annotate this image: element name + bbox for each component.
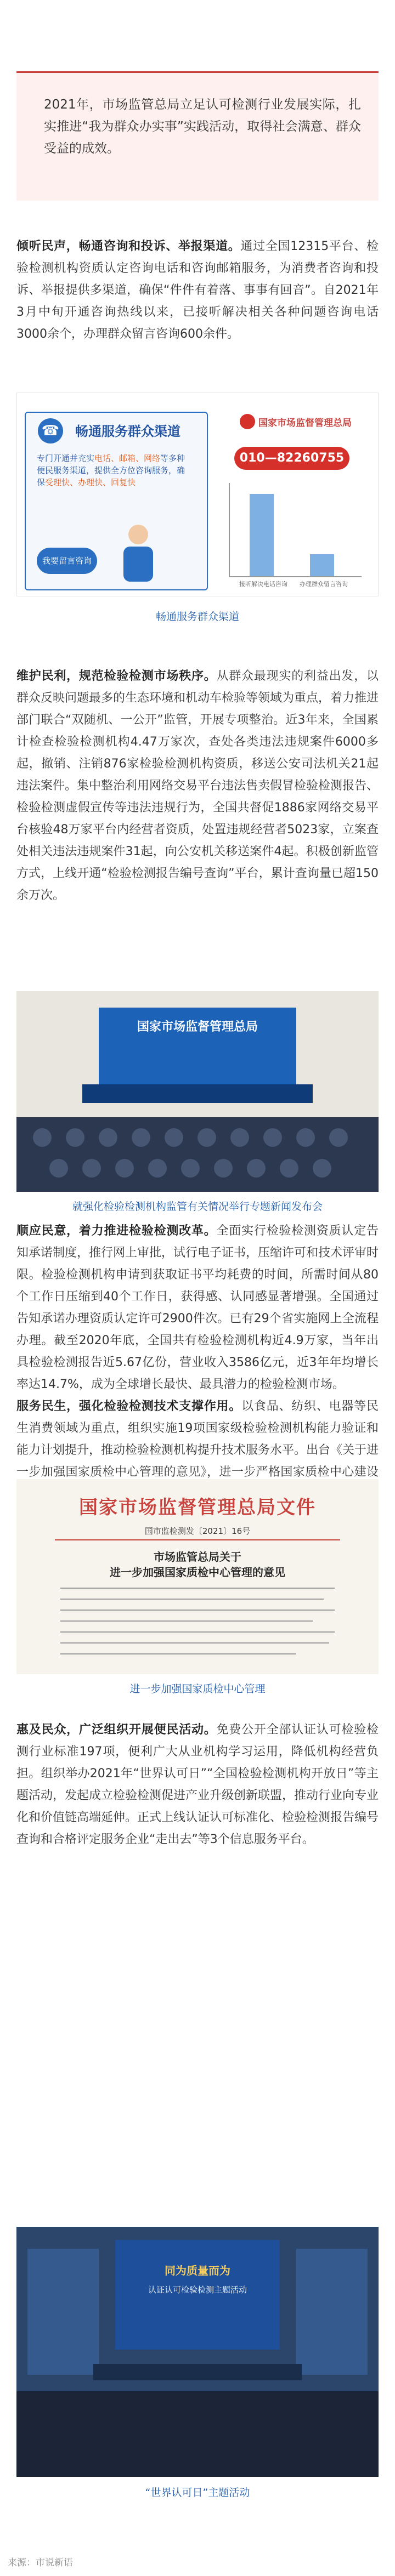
doc-number: 国市监检测发〔2021〕16号 (144, 1526, 251, 1536)
wad-caption: “世界认可日”主题活动 (145, 2487, 250, 2499)
section-4-lead: 服务民生，强化检验检测技术支撑作用。 (16, 1400, 242, 1413)
bar-label-calls: 接听解决电话咨询 (239, 581, 287, 588)
section-5-lead: 惠及民众，广泛组织开展便民活动。 (16, 1723, 217, 1737)
wad-table (93, 2364, 302, 2380)
hotline-panel-title: 畅通服务群众渠道 (75, 424, 180, 439)
section-1 (16, 236, 379, 345)
doc-rule (55, 1539, 340, 1540)
hotline-subtext: 专门开通并充实电话、邮箱、网络等多种便民服务渠道，提供全方位咨询服务，确保受理快、办理快、回复快 (37, 453, 185, 487)
source-credit: 来源：市说新语 (8, 2557, 73, 2568)
press-table (82, 1084, 313, 1103)
section-5 (16, 1719, 379, 1851)
section-2-lead: 维护民利，规范检验检测市场秩序。 (16, 669, 217, 683)
document-caption: 进一步加强国家质检中心管理 (129, 1683, 266, 1695)
intro-text: 2021年，市场监管总局立足认可检测行业发展实际，扎实推进“我为群众办实事”实践活动，取得社会满意、群众受益的成效。 (44, 98, 361, 156)
hotline-caption: 畅通服务群众渠道 (155, 611, 239, 623)
wad-screen-subtitle: 认证认可检验检测主题活动 (148, 2285, 247, 2295)
bar-label-messages: 办理群众留言咨询 (300, 581, 348, 588)
document-image (16, 1479, 379, 1674)
press-screen (99, 1008, 296, 1084)
section-2-body: 从群众最现实的利益出发，以群众反映问题最多的生态环境和机动车检验等领域为重点，着力推进部门联合“双随机、一公开”监管，开展专项整治。近3年来，全国累计检查检验检测机构4.47万家次，查处各类违法违规案件6000多起，撤销、注销876家检验检测机构资质，移送公安司法机关21起违法案件。集中整治利用网络交易平台违法售卖假冒检验检测报告、检验检测虚假宣传等违法违规行为，全国共督促1886家网络交易平台核验48万家平台内经营者资质，处置违规经营者5023家，立案查处相关违法违规案件31起，向公安机关移送案件4起。积极创新监管方式，上线开通“检验检测报告编号查询”平台，累计查询量已超150余万次。 (16, 669, 379, 902)
doc-title-1: 市场监管总局关于 (154, 1550, 241, 1563)
section-1-body: 通过全国12315平台、检验检测机构资质认定咨询电话和咨询邮箱服务，为消费者咨询和投诉、举报提供多渠道，确保“件件有着落、事事有回音”。自2021年3月中旬开通咨询热线以来，已接听解决相关各种问题咨询电话3000余个，办理群众留言咨询600余件。 (16, 240, 379, 341)
section-1-lead: 倾听民声，畅通咨询和投诉、举报渠道。 (16, 240, 241, 253)
hotline-bars (229, 483, 362, 577)
phone-icon: ☎ (38, 418, 63, 443)
intro-box (16, 71, 379, 201)
wad-screen (115, 2240, 280, 2350)
emblem-icon (240, 414, 255, 429)
section-3-body: 全面实行检验检测资质认定告知承诺制度，推行网上审批，试行电子证书，压缩许可和技术评审时限。检验检测机构申请到获取证书平均耗费的时间，所需时间从80个工作日压缩到40个工作日，获得感、认同感显著增强。全国通过告知承诺办理资质认定许可2900件次。已有29个省实施网上全流程办理。截至2020年底，全国共有检验检测机构近4.9万家，当年出具检验检测报告近5.67亿份，营业收入3586亿元，近3年年均增长率达14.7%，成为全球增长最快、最具潜力的检验检测市场。 (16, 1224, 379, 1391)
press-conference-photo (16, 991, 379, 1192)
hotline-graphic (16, 393, 379, 596)
message-bubble: 我要留言咨询 (37, 548, 97, 574)
doc-head: 国家市场监督管理总局文件 (79, 1497, 316, 1519)
world-accreditation-day-photo (16, 2227, 379, 2477)
press-audience (16, 1117, 379, 1192)
section-5-body: 免费公开全部认证认可检验检测行业标准197项，便利广大从业机构学习运用，降低机构经营负担。组织举办2021年“世界认可日”“全国检验检测机构开放日”等主题活动，发起成立检验检测促进产业升级创新联盟，推动行业向专业化和价值链高端延伸。正式上线认证认可标准化、检验检测报告编号查询和合格评定服务企业“走出去”等3个信息服务平台。 (16, 1723, 379, 1846)
press-screen-text: 国家市场监督管理总局 (137, 1020, 258, 1034)
section-3-lead: 顺应民意，着力推进检验检测改革。 (16, 1224, 217, 1238)
bar-calls (250, 494, 274, 576)
section-2 (16, 666, 379, 907)
press-caption: 就强化检验检测机构监管有关情况举行专题新闻发布会 (72, 1201, 323, 1213)
person-icon (114, 522, 163, 583)
section-3 (16, 1220, 379, 1396)
wad-screen-title: 同为质量而为 (165, 2264, 230, 2277)
hotline-right (212, 412, 371, 588)
section-4-body: 以食品、纺织、电器等民生消费领域为重点，组织实施19项国家级检验检测机构能力验证和能力计划提升，推动检验检测机构提升技术服务水平。出台《关于进一步加强国家质检中心管理的意见》，进一步严格国家质检中心建设 (16, 1400, 379, 1479)
hotline-panel (25, 412, 208, 590)
bar-messages (310, 554, 334, 576)
doc-title-2: 进一步加强国家质检中心管理的意见 (110, 1566, 285, 1579)
wad-audience (16, 2391, 379, 2477)
hotline-tel: 010—82260755 (234, 447, 349, 470)
hotline-brand: 国家市场监督管理总局 (258, 418, 352, 429)
